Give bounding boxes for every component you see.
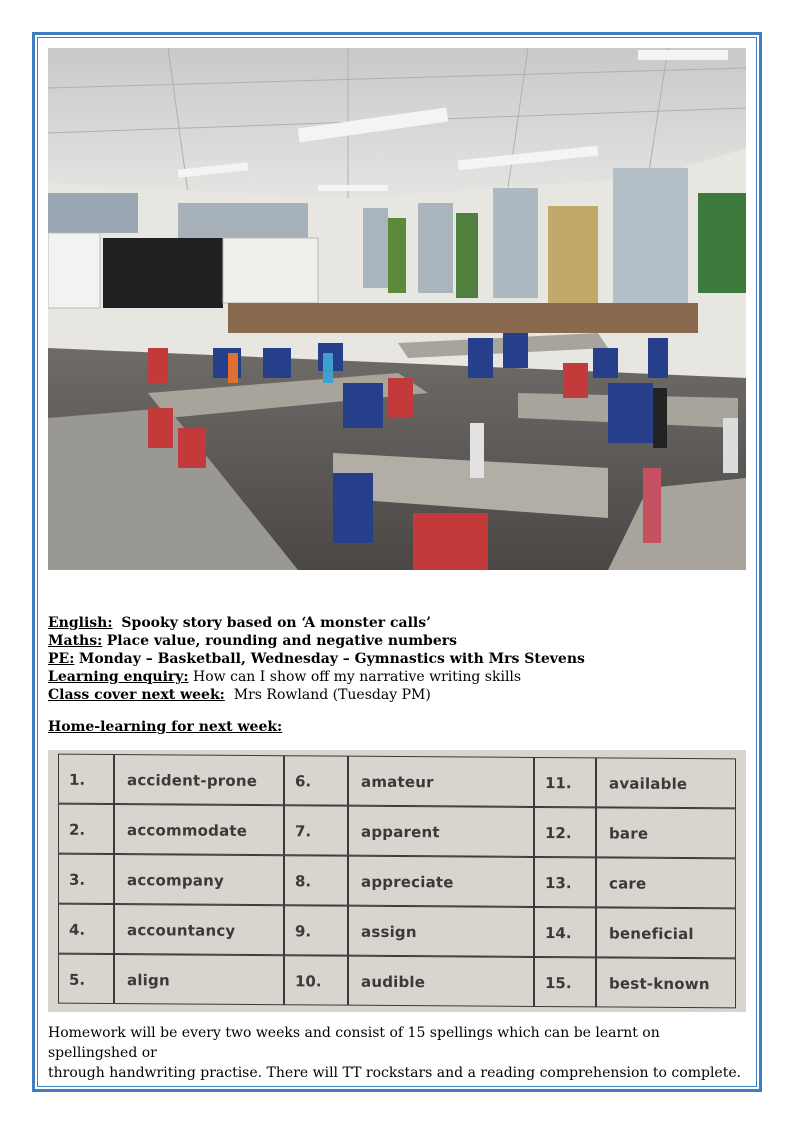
spelling-word: accompany — [114, 854, 284, 905]
maths-label: Maths: — [48, 633, 103, 649]
english-row — [48, 614, 585, 632]
spelling-number: 6. — [284, 755, 348, 805]
classroom-photo — [48, 48, 746, 570]
maths-row — [48, 632, 585, 650]
spelling-word: best-known — [596, 957, 736, 1008]
english-value: Spooky story based on ‘A monster calls’ — [121, 615, 431, 631]
spelling-word: bare — [596, 807, 736, 858]
pe-value: Monday – Basketball, Wednesday – Gymnastics with Mrs Stevens — [78, 651, 585, 667]
spelling-word: align — [114, 954, 284, 1005]
spelling-number: 10. — [284, 955, 348, 1005]
spelling-number: 5. — [58, 954, 114, 1004]
enquiry-value: How can I show off my narrative writing skills — [193, 669, 522, 685]
spelling-word: available — [596, 757, 736, 808]
spelling-word: audible — [348, 956, 534, 1007]
pe-row — [48, 650, 585, 668]
spelling-number: 1. — [58, 754, 114, 804]
spelling-number: 13. — [534, 857, 596, 907]
spelling-word: amateur — [348, 756, 534, 807]
class-info — [48, 614, 585, 704]
homework-note — [48, 1023, 748, 1083]
cover-row — [48, 686, 585, 704]
home-learning-title: Home-learning for next week: — [48, 719, 283, 735]
spelling-word: care — [596, 857, 736, 908]
enquiry-label: Learning enquiry: — [48, 669, 189, 685]
spelling-word: assign — [348, 906, 534, 957]
spelling-word: apparent — [348, 806, 534, 857]
spelling-word: appreciate — [348, 856, 534, 907]
spelling-number: 14. — [534, 907, 596, 957]
maths-value: Place value, rounding and negative numbers — [106, 633, 458, 649]
spelling-number: 8. — [284, 855, 348, 905]
english-label: English: — [48, 615, 113, 631]
homework-note-line-2: through handwriting practise. There will TT rockstars and a reading comprehension to complete. — [48, 1065, 742, 1081]
spellings-photo — [48, 750, 746, 1012]
spelling-word: accident-prone — [114, 754, 284, 805]
spelling-number: 11. — [534, 757, 596, 807]
spelling-number: 9. — [284, 905, 348, 955]
spelling-word: beneficial — [596, 907, 736, 958]
spelling-word: accountancy — [114, 904, 284, 955]
pe-label: PE: — [48, 651, 75, 667]
spelling-number: 7. — [284, 805, 348, 855]
spelling-number: 3. — [58, 854, 114, 904]
homework-note-line-1: Homework will be every two weeks and consist of 15 spellings which can be learnt on spellingshed or — [48, 1025, 660, 1061]
spelling-number: 4. — [58, 904, 114, 954]
enquiry-row — [48, 668, 585, 686]
spelling-word: accommodate — [114, 804, 284, 855]
spellings-table — [58, 754, 736, 1009]
cover-label: Class cover next week: — [48, 687, 225, 703]
spelling-number: 2. — [58, 804, 114, 854]
cover-value: Mrs Rowland (Tuesday PM) — [233, 687, 431, 703]
spelling-number: 15. — [534, 957, 596, 1007]
spelling-number: 12. — [534, 807, 596, 857]
